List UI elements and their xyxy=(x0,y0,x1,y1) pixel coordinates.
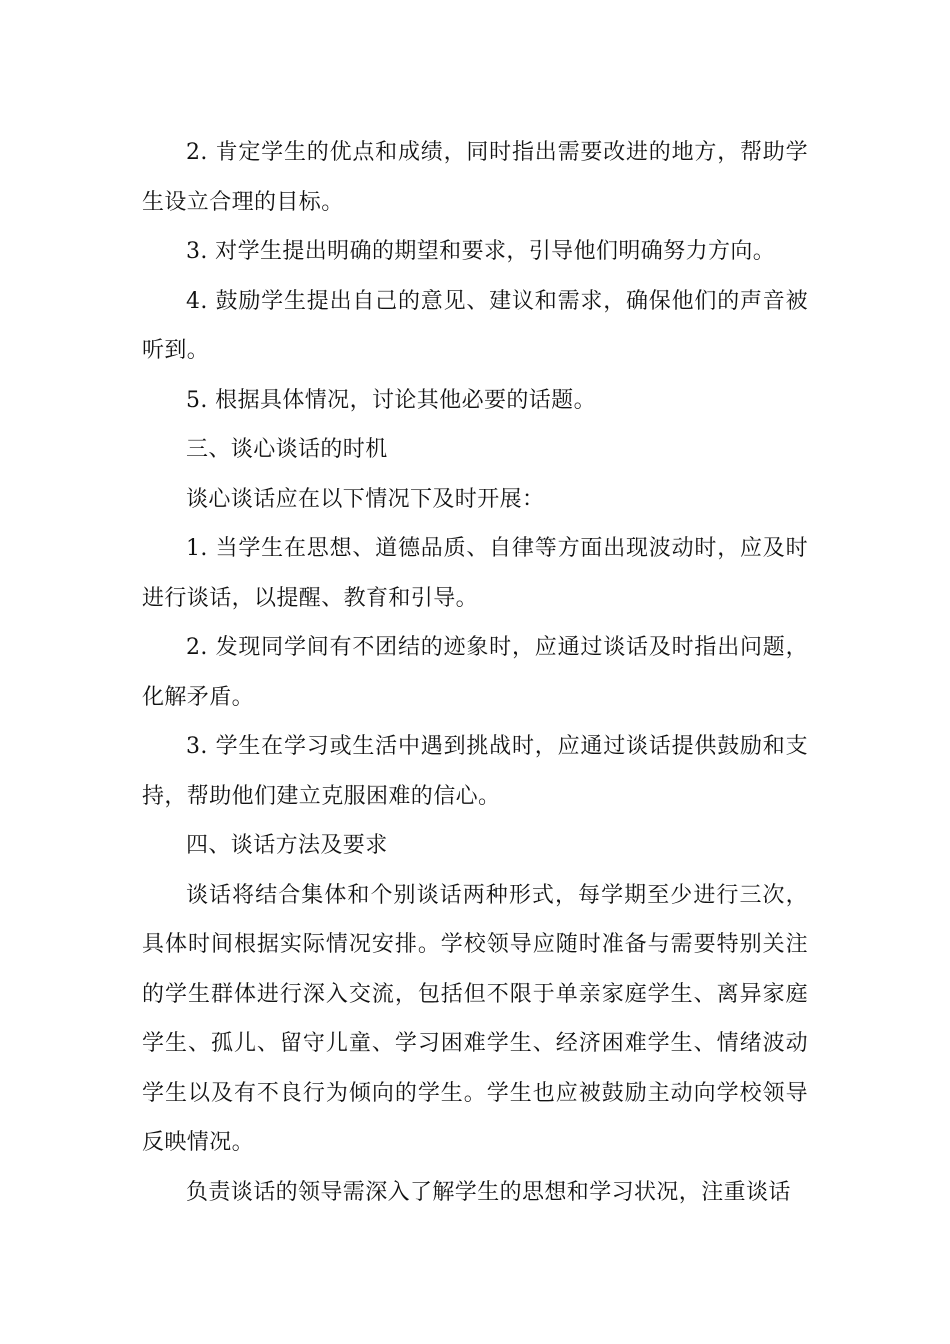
list-item-3-expectations: 3. 对学生提出明确的期望和要求，引导他们明确努力方向。 xyxy=(186,239,776,264)
list-item-5-other-topics: 5. 根据具体情况，讨论其他必要的话题。 xyxy=(186,387,596,413)
timing-item-2: 2. 发现同学间有不团结的迹象时，应通过谈话及时指出问题，化解矛盾。 xyxy=(142,635,808,710)
leader-paragraph: 负责谈话的领导需深入了解学生的思想和学习状况，注重谈话 xyxy=(186,1179,791,1205)
section-heading-methods: 四、谈话方法及要求 xyxy=(186,833,388,858)
methods-paragraph: 谈话将结合集体和个别谈话两种形式，每学期至少进行三次，具体时间根据实际情况安排。学校领导应随时准备与需要特别关注的学生群体进行深入交流，包括但不限于单亲家庭学生、离异家庭学生、孤儿、留守儿童、学习困难学生、经济困难学生、情绪波动学生以及有不良行为倾向的学生。学生也应被鼓励主动向学校领导反映情况。 xyxy=(142,882,808,1155)
document-body xyxy=(142,128,808,1217)
section-heading-timing: 三、谈心谈话的时机 xyxy=(186,437,388,462)
list-item-2-praise: 2. 肯定学生的优点和成绩，同时指出需要改进的地方，帮助学生设立合理的目标。 xyxy=(142,140,808,215)
timing-item-3: 3. 学生在学习或生活中遇到挑战时，应通过谈话提供鼓励和支持，帮助他们建立克服困难的信心。 xyxy=(142,734,808,809)
list-item-4-opinions: 4. 鼓励学生提出自己的意见、建议和需求，确保他们的声音被听到。 xyxy=(142,288,808,363)
timing-intro: 谈心谈话应在以下情况下及时开展： xyxy=(186,486,545,512)
timing-item-1: 1. 当学生在思想、道德品质、自律等方面出现波动时，应及时进行谈话，以提醒、教育和引导。 xyxy=(142,536,808,611)
